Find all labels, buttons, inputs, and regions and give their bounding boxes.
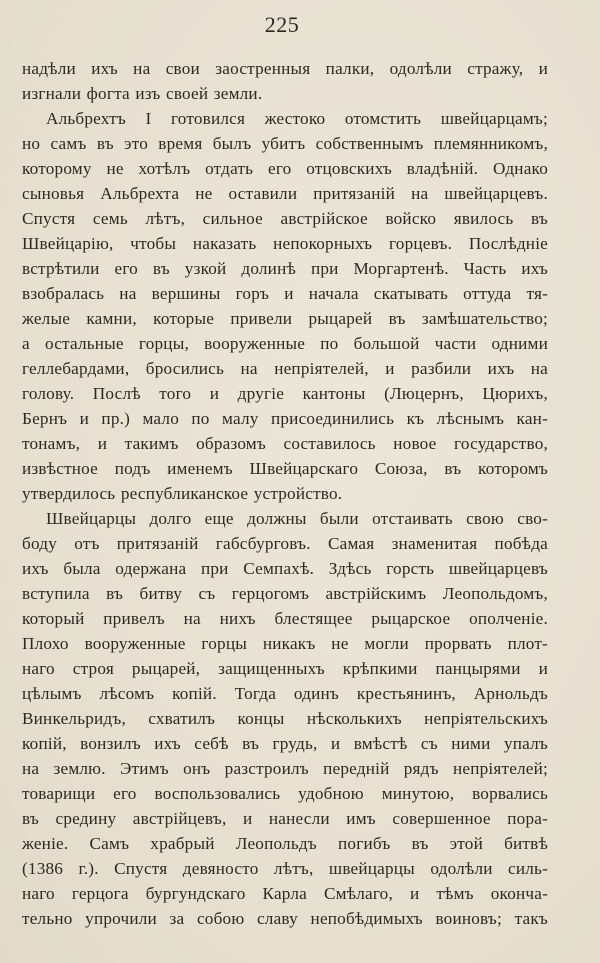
text-line: ихъ была одержана при Семпахѣ. Здѣсь горсть швейцарцевъ [22, 559, 548, 578]
text-line: которому не хотѣлъ отдать его отцовскихъ владѣній. Однако [22, 159, 548, 178]
text-line: въ средину австрійцевъ, и нанесли имъ совершенное пора- [22, 809, 548, 828]
text-line: наго строя рыцарей, защищенныхъ крѣпкими панцырями и [22, 659, 548, 678]
text-line: тонамъ, и такимъ образомъ составилось новое государство, [22, 434, 548, 453]
text-line: желые камни, которые привели рыцарей въ замѣшательство; [22, 309, 548, 328]
text-line: товарищи его воспользовались удобною минутою, ворвались [22, 784, 548, 803]
text-line: голову. Послѣ того и другіе кантоны (Люцернъ, Цюрихъ, [22, 384, 548, 403]
text-line: вступила въ битву съ герцогомъ австрійскимъ Леопольдомъ, [22, 584, 548, 603]
text-line: Швейцарцы долго еще должны были отстаивать свою сво- [46, 509, 548, 528]
text-line: Винкельридъ, схватилъ концы нѣсколькихъ непріятельскихъ [22, 709, 548, 728]
text-line: надѣли ихъ на свои заостренныя палки, одолѣли стражу, и [22, 59, 548, 78]
text-line: изгнали фогта изъ своей земли. [22, 84, 263, 103]
text-line: Альбрехтъ I готовился жестоко отомстить швейцарцамъ; [46, 109, 548, 128]
text-line: утвердилось республиканское устройство. [22, 484, 343, 503]
text-line: на землю. Этимъ онъ разстроилъ передній рядъ непріятелей; [22, 759, 548, 778]
text-line: геллебардами, бросились на непріятелей, и разбили ихъ на [22, 359, 548, 378]
text-line: боду отъ притязаній габсбурговъ. Самая знаменитая побѣда [22, 534, 548, 553]
text-line: Плохо вооруженные горцы никакъ не могли прорвать плот- [22, 634, 548, 653]
text-line: Бернъ и пр.) мало по малу присоединились къ лѣснымъ кан- [22, 409, 548, 428]
text-line: Спустя семь лѣтъ, сильное австрійское войско явилось въ [22, 209, 548, 228]
text-line: наго герцога бургундскаго Карла Смѣлаго, и тѣмъ оконча- [22, 884, 548, 903]
text-line: но самъ въ это время былъ убитъ собственнымъ племянникомъ, [22, 134, 548, 153]
text-line: а остальные горцы, вооруженные по большой части одними [22, 334, 548, 353]
text-line: цѣлымъ лѣсомъ копій. Тогда одинъ крестьянинъ, Арнольдъ [22, 684, 548, 703]
page-number: 225 [264, 12, 300, 37]
text-line: тельно упрочили за собою славу непобѣдимыхъ воиновъ; такъ [22, 909, 548, 928]
text-line: копій, вонзилъ ихъ себѣ въ грудь, и вмѣстѣ съ ними упалъ [22, 734, 548, 753]
text-line: женіе. Самъ храбрый Леопольдъ погибъ въ этой битвѣ [22, 834, 548, 853]
text-line: встрѣтили его въ узкой долинѣ при Моргартенѣ. Часть ихъ [22, 259, 548, 278]
text-line: взобралась на вершины горъ и начала скатывать оттуда тя- [22, 284, 548, 303]
text-line: (1386 г.). Спустя девяносто лѣтъ, швейцарцы одолѣли силь- [22, 859, 548, 878]
text-line: сыновья Альбрехта не оставили притязаній на швейцарцевъ. [22, 184, 548, 203]
body-text [22, 56, 548, 931]
text-line: извѣстное подъ именемъ Швейцарскаго Союза, въ которомъ [22, 459, 548, 478]
text-line: Швейцарію, чтобы наказать непокорныхъ горцевъ. Послѣдніе [22, 234, 548, 253]
text-line: который привелъ на нихъ блестящее рыцарское ополченіе. [22, 609, 548, 628]
